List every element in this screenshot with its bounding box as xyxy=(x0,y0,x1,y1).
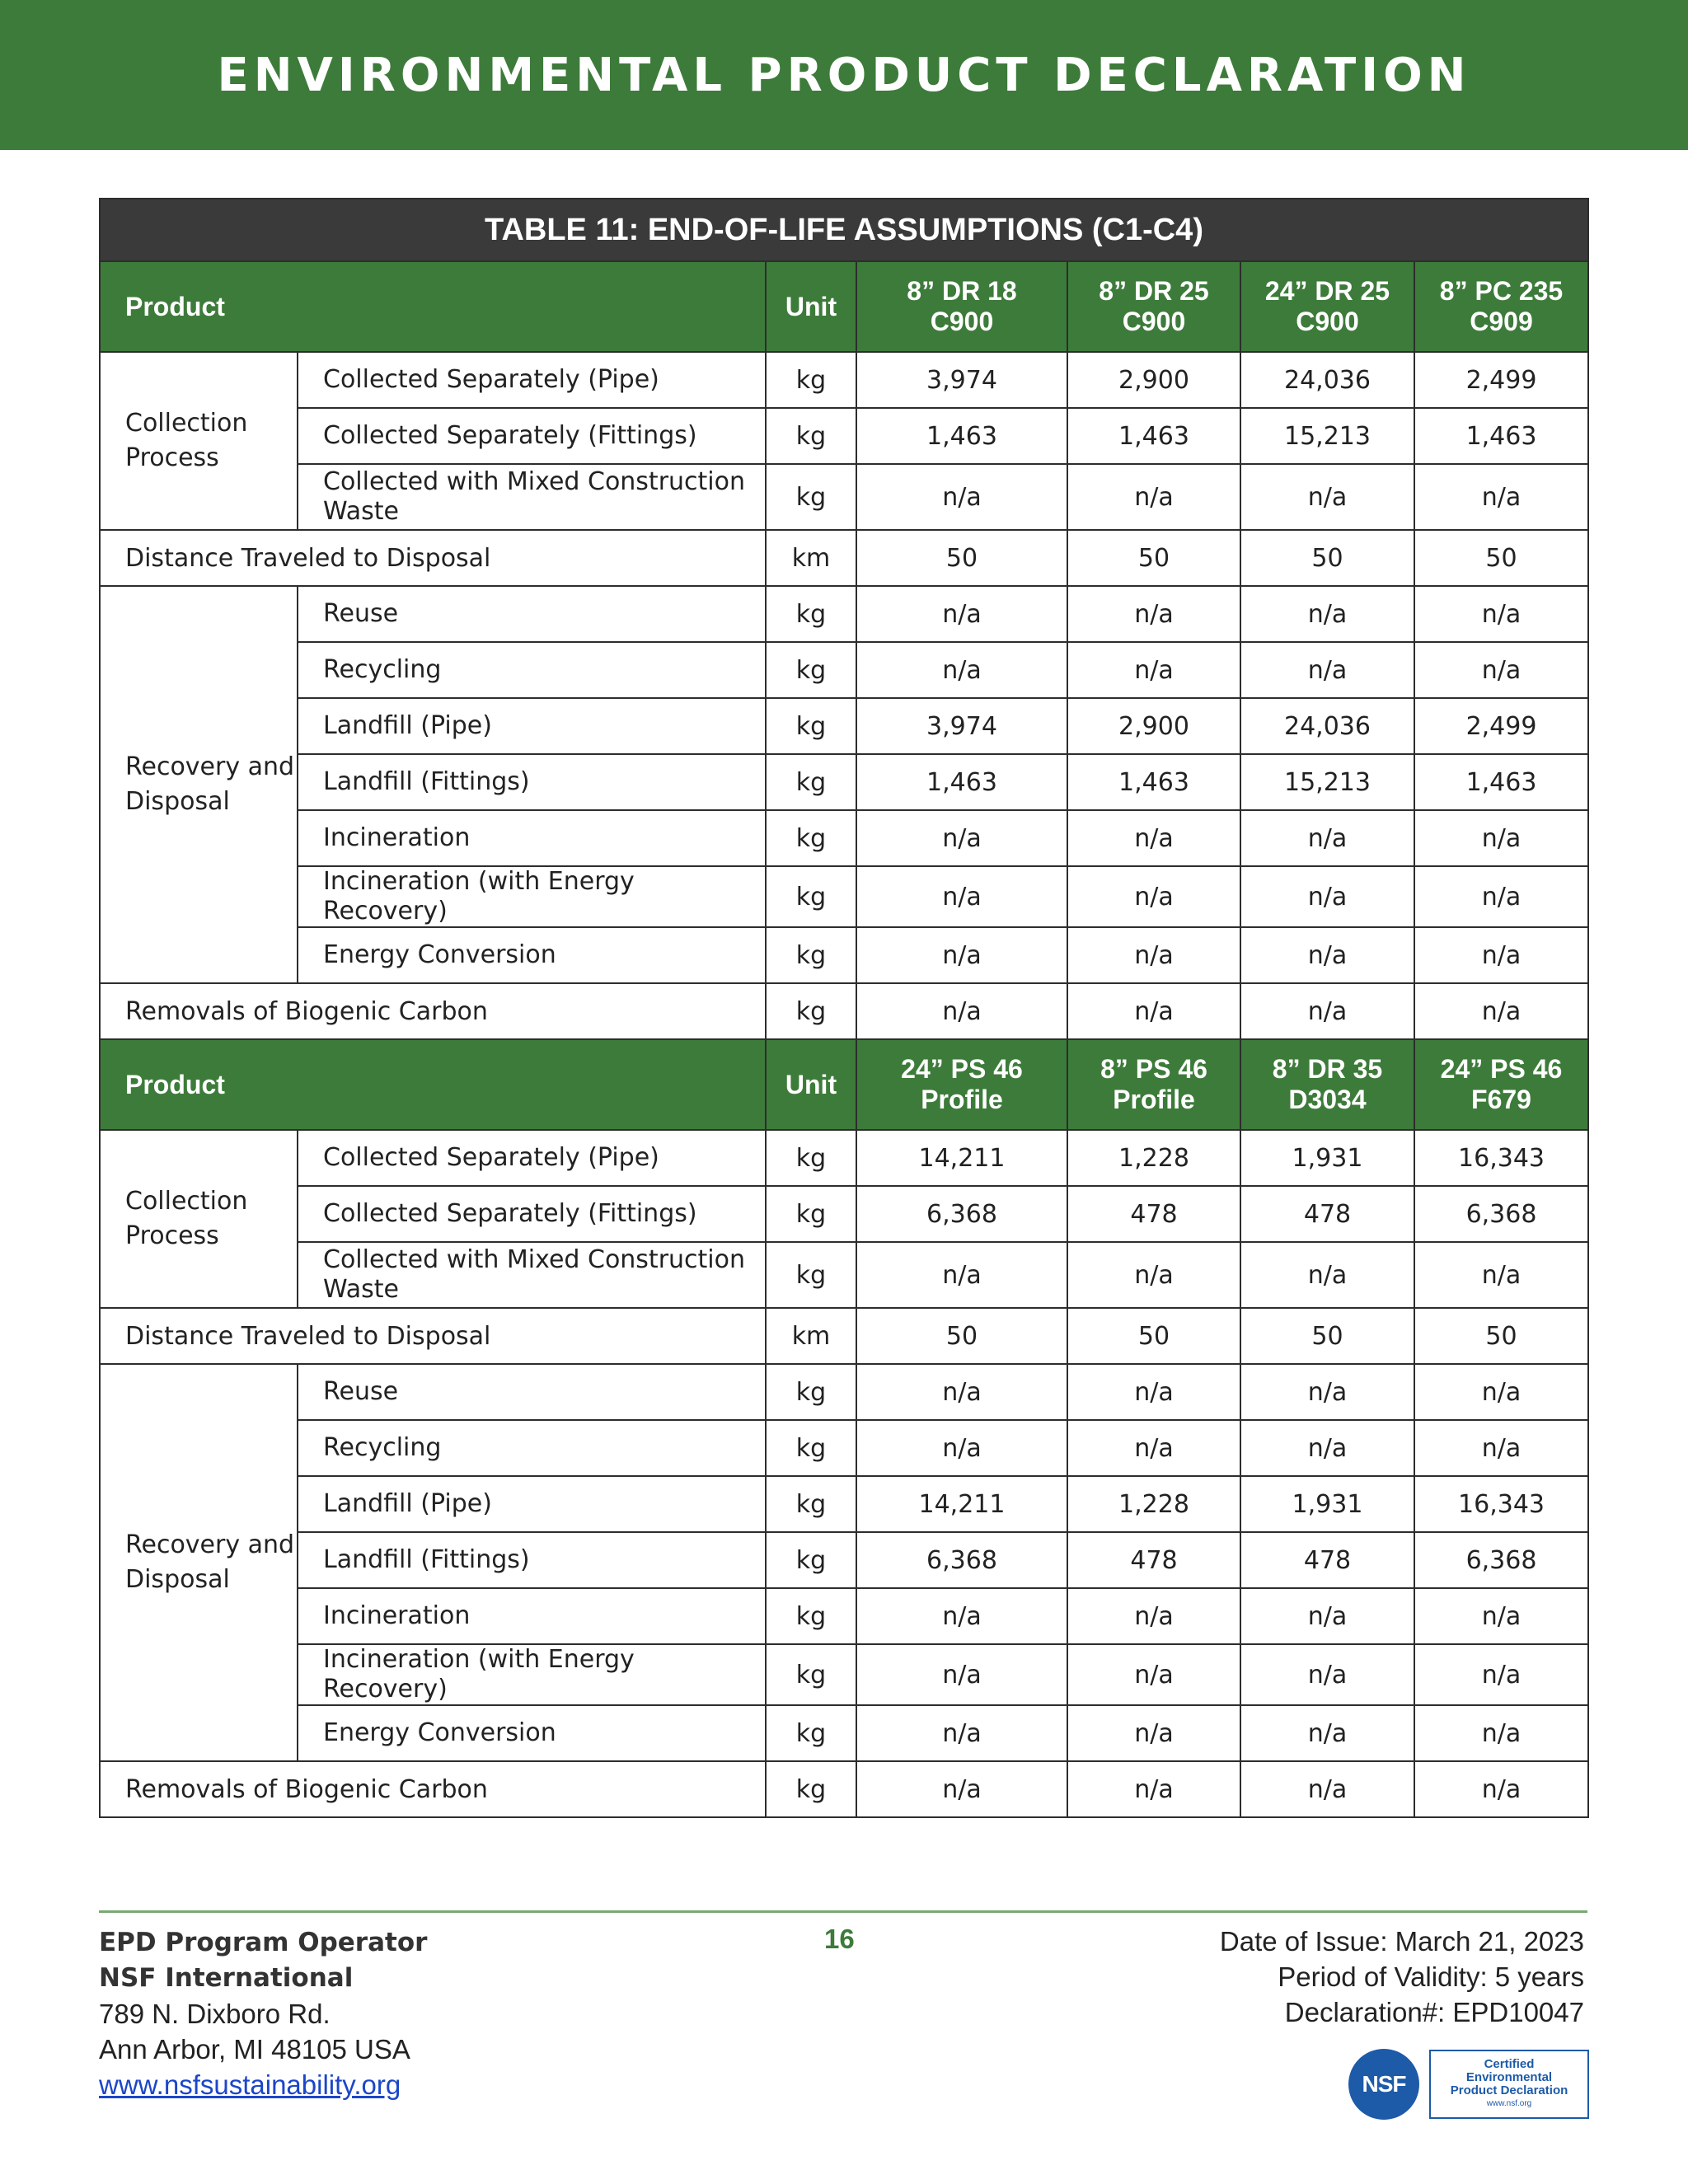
value-cell: n/a xyxy=(856,983,1067,1039)
product-column-header xyxy=(856,1039,1067,1130)
unit-cell: kg xyxy=(766,1532,856,1588)
value-cell: n/a xyxy=(1067,1761,1240,1817)
value-cell: n/a xyxy=(1240,1364,1414,1420)
value-cell: n/a xyxy=(1067,1644,1240,1705)
product-header: Product xyxy=(100,261,766,352)
value-cell: n/a xyxy=(1414,1705,1588,1761)
value-cell: n/a xyxy=(856,1705,1067,1761)
value-cell: n/a xyxy=(856,1588,1067,1644)
badge-line-2: Environmental xyxy=(1465,2070,1553,2084)
column-header-line-2: Profile xyxy=(921,1085,1003,1114)
certified-epd-badge xyxy=(1429,2050,1589,2119)
table-row xyxy=(100,1308,1588,1364)
value-cell: n/a xyxy=(1067,586,1240,642)
value-cell: 16,343 xyxy=(1414,1476,1588,1532)
declaration-number: Declaration#: EPD10047 xyxy=(1284,1997,1584,2027)
value-cell: n/a xyxy=(1067,1364,1240,1420)
value-cell: 50 xyxy=(1067,1308,1240,1364)
table-row xyxy=(100,1130,1588,1186)
column-header-line-2: D3034 xyxy=(1288,1085,1367,1114)
row-label: Landfill (Pipe) xyxy=(298,1476,766,1532)
end-of-life-table-container xyxy=(99,198,1587,1818)
table-row xyxy=(100,698,1588,754)
value-cell: 6,368 xyxy=(856,1186,1067,1242)
product-header: Product xyxy=(100,1039,766,1130)
table-row xyxy=(100,1588,1588,1644)
footer-right xyxy=(1220,1924,1584,2030)
unit-cell: kg xyxy=(766,1644,856,1705)
value-cell: 14,211 xyxy=(856,1130,1067,1186)
value-cell: 1,463 xyxy=(1067,408,1240,464)
table-row xyxy=(100,927,1588,983)
value-cell: n/a xyxy=(856,1420,1067,1476)
value-cell: 1,463 xyxy=(856,754,1067,810)
unit-cell: kg xyxy=(766,810,856,866)
unit-cell: kg xyxy=(766,352,856,408)
address-line-1: 789 N. Dixboro Rd. xyxy=(99,1999,331,2029)
table-row xyxy=(100,1705,1588,1761)
column-header-line-1: 8” PS 46 xyxy=(1100,1054,1207,1085)
row-group-label: Recovery and Disposal xyxy=(100,1364,298,1761)
website-link[interactable]: www.nsfsustainability.org xyxy=(99,2069,401,2100)
value-cell: n/a xyxy=(856,1364,1067,1420)
table-caption-row xyxy=(100,199,1588,261)
value-cell: 1,228 xyxy=(1067,1476,1240,1532)
value-cell: 478 xyxy=(1240,1532,1414,1588)
column-header-line-1: 8” DR 35 xyxy=(1272,1054,1383,1085)
value-cell: n/a xyxy=(1240,586,1414,642)
row-label: Distance Traveled to Disposal xyxy=(100,530,766,586)
unit-cell: kg xyxy=(766,1186,856,1242)
table-row xyxy=(100,1532,1588,1588)
unit-cell: kg xyxy=(766,1242,856,1308)
row-label: Recycling xyxy=(298,642,766,698)
product-column-header xyxy=(1067,1039,1240,1130)
value-cell: n/a xyxy=(1240,1705,1414,1761)
value-cell: n/a xyxy=(1067,927,1240,983)
value-cell: n/a xyxy=(1067,1420,1240,1476)
unit-cell: km xyxy=(766,1308,856,1364)
row-label: Landfill (Pipe) xyxy=(298,698,766,754)
value-cell: 15,213 xyxy=(1240,408,1414,464)
table-row xyxy=(100,1242,1588,1308)
table-row xyxy=(100,586,1588,642)
value-cell: 1,463 xyxy=(1414,408,1588,464)
value-cell: n/a xyxy=(1067,642,1240,698)
table-row xyxy=(100,408,1588,464)
value-cell: 50 xyxy=(1240,530,1414,586)
program-operator-label: EPD Program Operator xyxy=(99,1928,428,1957)
row-label: Removals of Biogenic Carbon xyxy=(100,983,766,1039)
nsf-logo-icon: NSF xyxy=(1348,2049,1419,2120)
table-row xyxy=(100,1420,1588,1476)
validity-period: Period of Validity: 5 years xyxy=(1278,1961,1584,1992)
row-label: Collected with Mixed Construction Waste xyxy=(298,464,766,530)
value-cell: n/a xyxy=(1240,1420,1414,1476)
value-cell: n/a xyxy=(856,866,1067,927)
column-header-line-2: C900 xyxy=(1296,307,1359,336)
value-cell: 1,931 xyxy=(1240,1130,1414,1186)
unit-cell: kg xyxy=(766,983,856,1039)
value-cell: n/a xyxy=(1414,866,1588,927)
value-cell: n/a xyxy=(856,586,1067,642)
value-cell: 6,368 xyxy=(1414,1532,1588,1588)
value-cell: 1,463 xyxy=(1414,754,1588,810)
column-header-line-1: 24” PS 46 xyxy=(901,1054,1023,1085)
row-label: Collected Separately (Pipe) xyxy=(298,352,766,408)
value-cell: n/a xyxy=(1414,586,1588,642)
product-column-header xyxy=(856,261,1067,352)
badge-line-3: Product Declaration xyxy=(1450,2083,1568,2097)
value-cell: n/a xyxy=(1414,1588,1588,1644)
value-cell: 1,228 xyxy=(1067,1130,1240,1186)
column-header-line-1: 8” DR 25 xyxy=(1099,276,1209,307)
value-cell: n/a xyxy=(1240,642,1414,698)
unit-cell: kg xyxy=(766,408,856,464)
value-cell: 50 xyxy=(1414,1308,1588,1364)
column-header-line-2: Profile xyxy=(1113,1085,1195,1114)
table-row xyxy=(100,642,1588,698)
table-row xyxy=(100,983,1588,1039)
value-cell: n/a xyxy=(856,1242,1067,1308)
value-cell: 24,036 xyxy=(1240,352,1414,408)
row-label: Landfill (Fittings) xyxy=(298,754,766,810)
row-label: Collected Separately (Pipe) xyxy=(298,1130,766,1186)
row-label: Removals of Biogenic Carbon xyxy=(100,1761,766,1817)
table-caption: TABLE 11: END-OF-LIFE ASSUMPTIONS (C1-C4) xyxy=(100,199,1588,261)
unit-cell: kg xyxy=(766,586,856,642)
value-cell: n/a xyxy=(1414,1644,1588,1705)
value-cell: 478 xyxy=(1240,1186,1414,1242)
row-group-label: Recovery and Disposal xyxy=(100,586,298,983)
unit-cell: kg xyxy=(766,866,856,927)
footer-divider xyxy=(99,1910,1587,1913)
value-cell: n/a xyxy=(1414,1242,1588,1308)
unit-cell: kg xyxy=(766,1588,856,1644)
unit-header: Unit xyxy=(766,1039,856,1130)
value-cell: 50 xyxy=(856,530,1067,586)
row-label: Incineration (with Energy Recovery) xyxy=(298,866,766,927)
value-cell: n/a xyxy=(1240,927,1414,983)
page-title: ENVIRONMENTAL PRODUCT DECLARATION xyxy=(217,48,1471,102)
table-row xyxy=(100,810,1588,866)
page-number: 16 xyxy=(824,1924,855,1954)
table-header-row xyxy=(100,1039,1588,1130)
header-banner xyxy=(0,0,1688,150)
value-cell: n/a xyxy=(1067,1588,1240,1644)
table-row xyxy=(100,1644,1588,1705)
value-cell: n/a xyxy=(856,1644,1067,1705)
value-cell: 50 xyxy=(1067,530,1240,586)
value-cell: 2,900 xyxy=(1067,352,1240,408)
product-column-header xyxy=(1067,261,1240,352)
product-column-header xyxy=(1240,1039,1414,1130)
value-cell: 478 xyxy=(1067,1532,1240,1588)
column-header-line-2: C900 xyxy=(1122,307,1186,336)
value-cell: n/a xyxy=(1414,1364,1588,1420)
row-label: Distance Traveled to Disposal xyxy=(100,1308,766,1364)
value-cell: n/a xyxy=(1240,983,1414,1039)
value-cell: 14,211 xyxy=(856,1476,1067,1532)
table-row xyxy=(100,754,1588,810)
unit-cell: kg xyxy=(766,927,856,983)
unit-cell: kg xyxy=(766,698,856,754)
table-row xyxy=(100,1186,1588,1242)
unit-cell: kg xyxy=(766,754,856,810)
value-cell: 2,900 xyxy=(1067,698,1240,754)
row-label: Incineration xyxy=(298,1588,766,1644)
value-cell: 2,499 xyxy=(1414,698,1588,754)
value-cell: 50 xyxy=(1240,1308,1414,1364)
value-cell: 1,463 xyxy=(856,408,1067,464)
value-cell: n/a xyxy=(1240,866,1414,927)
value-cell: n/a xyxy=(1414,927,1588,983)
column-header-line-1: 8” PC 235 xyxy=(1439,276,1564,307)
value-cell: n/a xyxy=(1067,1242,1240,1308)
row-label: Incineration (with Energy Recovery) xyxy=(298,1644,766,1705)
row-label: Recycling xyxy=(298,1420,766,1476)
row-label: Reuse xyxy=(298,1364,766,1420)
column-header-line-2: F679 xyxy=(1471,1085,1531,1114)
value-cell: 478 xyxy=(1067,1186,1240,1242)
value-cell: 1,463 xyxy=(1067,754,1240,810)
table-row xyxy=(100,1476,1588,1532)
badge-line-1: Certified xyxy=(1484,2057,1535,2071)
value-cell: n/a xyxy=(856,810,1067,866)
table-row xyxy=(100,352,1588,408)
value-cell: 24,036 xyxy=(1240,698,1414,754)
column-header-line-1: 8” DR 18 xyxy=(907,276,1017,307)
unit-cell: kg xyxy=(766,1364,856,1420)
value-cell: n/a xyxy=(1414,464,1588,530)
address-line-2: Ann Arbor, MI 48105 USA xyxy=(99,2034,410,2064)
value-cell: n/a xyxy=(1240,1588,1414,1644)
value-cell: 15,213 xyxy=(1240,754,1414,810)
column-header-line-1: 24” PS 46 xyxy=(1440,1054,1563,1085)
unit-cell: kg xyxy=(766,1420,856,1476)
unit-cell: kg xyxy=(766,464,856,530)
value-cell: n/a xyxy=(856,1761,1067,1817)
value-cell: 50 xyxy=(1414,530,1588,586)
value-cell: n/a xyxy=(1414,1420,1588,1476)
value-cell: 6,368 xyxy=(1414,1186,1588,1242)
value-cell: n/a xyxy=(1240,1761,1414,1817)
value-cell: n/a xyxy=(1067,810,1240,866)
value-cell: 50 xyxy=(856,1308,1067,1364)
row-label: Reuse xyxy=(298,586,766,642)
issue-date: Date of Issue: March 21, 2023 xyxy=(1219,1926,1584,1957)
unit-cell: kg xyxy=(766,642,856,698)
value-cell: n/a xyxy=(1067,983,1240,1039)
value-cell: n/a xyxy=(1240,464,1414,530)
table-row xyxy=(100,464,1588,530)
value-cell: 3,974 xyxy=(856,352,1067,408)
table-row xyxy=(100,866,1588,927)
row-label: Incineration xyxy=(298,810,766,866)
value-cell: n/a xyxy=(1414,983,1588,1039)
product-column-header xyxy=(1414,1039,1588,1130)
value-cell: 6,368 xyxy=(856,1532,1067,1588)
row-label: Collected Separately (Fittings) xyxy=(298,408,766,464)
column-header-line-2: C909 xyxy=(1470,307,1533,336)
row-label: Landfill (Fittings) xyxy=(298,1532,766,1588)
unit-cell: kg xyxy=(766,1476,856,1532)
unit-cell: kg xyxy=(766,1705,856,1761)
value-cell: n/a xyxy=(1414,642,1588,698)
row-label: Collected Separately (Fittings) xyxy=(298,1186,766,1242)
table-row xyxy=(100,1364,1588,1420)
column-header-line-1: 24” DR 25 xyxy=(1264,276,1390,307)
value-cell: 3,974 xyxy=(856,698,1067,754)
table-row xyxy=(100,530,1588,586)
product-column-header xyxy=(1240,261,1414,352)
unit-cell: kg xyxy=(766,1130,856,1186)
table-row xyxy=(100,1761,1588,1817)
column-header-line-2: C900 xyxy=(930,307,994,336)
value-cell: n/a xyxy=(1414,810,1588,866)
product-column-header xyxy=(1414,261,1588,352)
unit-cell: km xyxy=(766,530,856,586)
value-cell: 1,931 xyxy=(1240,1476,1414,1532)
row-label: Energy Conversion xyxy=(298,927,766,983)
organization-name: NSF International xyxy=(99,1963,354,1993)
value-cell: 16,343 xyxy=(1414,1130,1588,1186)
row-group-label: Collection Process xyxy=(100,352,298,530)
value-cell: 2,499 xyxy=(1414,352,1588,408)
value-cell: n/a xyxy=(1240,1644,1414,1705)
table-header-row xyxy=(100,261,1588,352)
row-label: Energy Conversion xyxy=(298,1705,766,1761)
unit-header: Unit xyxy=(766,261,856,352)
value-cell: n/a xyxy=(1067,1705,1240,1761)
end-of-life-table xyxy=(99,198,1589,1818)
value-cell: n/a xyxy=(1067,866,1240,927)
value-cell: n/a xyxy=(856,927,1067,983)
value-cell: n/a xyxy=(856,464,1067,530)
badge-url: www.nsf.org xyxy=(1486,2099,1532,2108)
value-cell: n/a xyxy=(1240,1242,1414,1308)
row-group-label: Collection Process xyxy=(100,1130,298,1308)
value-cell: n/a xyxy=(1414,1761,1588,1817)
value-cell: n/a xyxy=(1240,810,1414,866)
value-cell: n/a xyxy=(1067,464,1240,530)
unit-cell: kg xyxy=(766,1761,856,1817)
footer-left xyxy=(99,1925,427,2104)
value-cell: n/a xyxy=(856,642,1067,698)
nsf-certified-epd-logo xyxy=(1348,2047,1589,2121)
row-label: Collected with Mixed Construction Waste xyxy=(298,1242,766,1308)
